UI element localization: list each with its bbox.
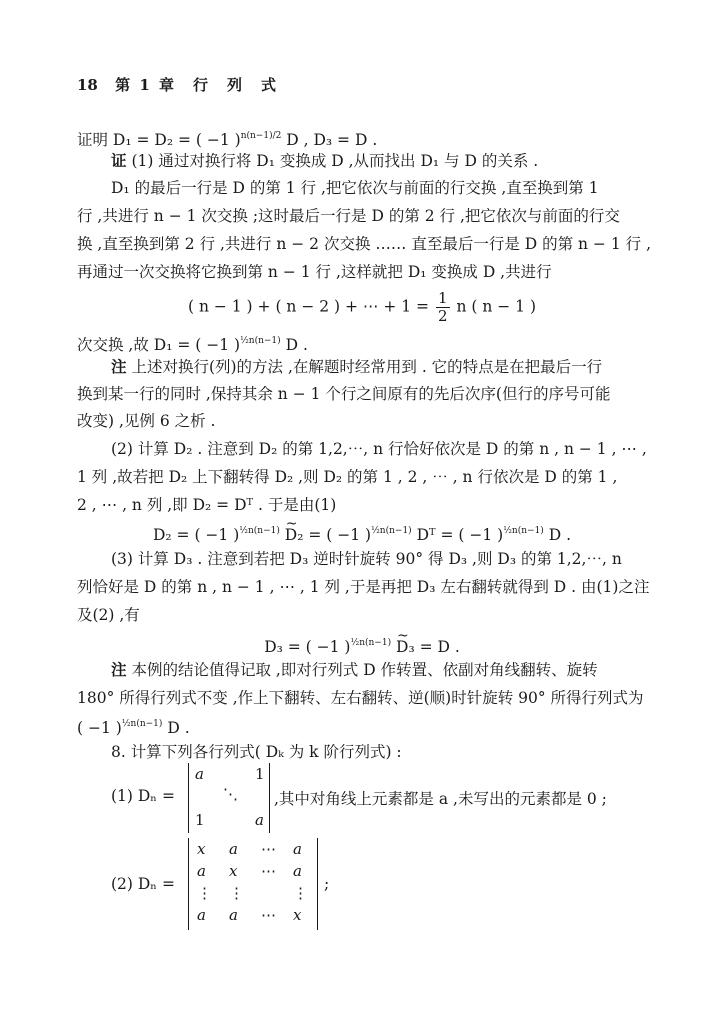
det2-cell: ⋯ xyxy=(261,906,276,924)
line-proof-4: 换 ,直至换到第 2 行 ,共进行 n − 2 次交换 …… 直至最后一行是 D 的第 n − 1 行 , xyxy=(77,235,651,253)
det2-cell: a xyxy=(229,840,238,858)
exercise-8-heading: 8. 计算下列各行列式( Dₖ 为 k 阶行列式) : xyxy=(111,743,402,761)
det2-cell: a xyxy=(229,906,238,924)
det2-cell: ⋯ xyxy=(261,862,276,880)
determinant-1: a 1 ⋱ 1 a xyxy=(188,763,270,833)
line-note2-3: ( −1 )$^{\frac{1}{2}n(n-1)}$ D . xyxy=(77,719,190,737)
problem-1-label: (1) Dₙ = xyxy=(111,787,175,805)
line-conclusion-1: 次交换 ,故 D₁ = ( −1 )$^{\frac{1}{2}n(n-1)}$ D . xyxy=(77,336,308,354)
det2-cell: a xyxy=(293,862,302,880)
line-proof-1: 证 (1) 通过对换行将 D₁ 变换成 D ,从而找出 D₁ 与 D 的关系 . xyxy=(111,151,539,170)
det2-cell: x xyxy=(293,906,302,924)
det2-cell: ⋯ xyxy=(261,840,276,858)
det2-cell: ⋮ xyxy=(197,884,212,902)
fraction-half: $\frac{1}{2}$ xyxy=(437,289,448,325)
note-label: 注 xyxy=(111,357,127,376)
line-part2-1: (2) 计算 D₂ . 注意到 D₂ 的第 1,2,⋯, n 行恰好依次是 D 的第 n , n − 1 , ⋯ , xyxy=(111,440,647,458)
line-part3-3: 及(2) ,有 xyxy=(77,606,140,624)
det2-cell: a xyxy=(197,906,206,924)
problem-2-label: (2) Dₙ = xyxy=(111,875,175,893)
det2-cell: ⋮ xyxy=(229,884,244,902)
line-part2-3: 2 , ⋯ , n 列 ,即 D₂ = Dᵀ . 于是由(1) xyxy=(77,496,337,514)
line-proof-5: 再通过一次交换将它换到第 n − 1 行 ,这样就把 D₁ 变换成 D ,共进行 xyxy=(77,263,552,281)
note2-label: 注 xyxy=(111,660,127,679)
line-note-3: 改变) ,见例 6 之析 . xyxy=(77,412,216,430)
proof-label: 证 xyxy=(111,151,127,170)
running-header xyxy=(77,74,278,95)
line-part3-2: 列恰好是 D 的第 n , n − 1 , ⋯ , 1 列 ,于是再把 D₃ 左右翻转就得到 D . 由(1)之注 xyxy=(77,578,650,596)
problem-2-text: ; xyxy=(324,875,330,893)
chapter-title: 第 1 章 行 列 式 xyxy=(115,76,278,94)
det2-cell: a xyxy=(293,840,302,858)
line-part2-2: 1 列 ,故若把 D₂ 上下翻转得 D₂ ,则 D₂ 的第 1 , 2 , ⋯ , n 行依次是 D 的第 1 , xyxy=(77,468,618,486)
line-note-2: 换到某一行的同时 ,保持其余 n − 1 个行之间原有的先后次序(但行的序号可能 xyxy=(77,385,611,403)
det2-cell: a xyxy=(197,862,206,880)
line-statement: 证明 D₁ = D₂ = ( −1 )$^{n(n-1)/2}$ D , D₃ = D . xyxy=(77,131,378,149)
problem-1-text: ,其中对角线上元素都是 a ,未写出的元素都是 0 ; xyxy=(274,790,607,808)
line-part3-1: (3) 计算 D₃ . 注意到若把 D₃ 逆时针旋转 90° 得 D₃ ,则 D₃ 的第 1,2,⋯, n xyxy=(111,550,622,568)
line-note2-1: 注 本例的结论值得记取 ,即对行列式 D 作转置、依副对角线翻转、旋转 xyxy=(111,660,598,679)
page-number: 18 xyxy=(77,76,98,94)
line-note-1: 注 上述对换行(列)的方法 ,在解题时经常用到 . 它的特点是在把最后一行 xyxy=(111,357,603,376)
line-proof-3: 行 ,共进行 n − 1 次交换 ;这时最后一行是 D 的第 2 行 ,把它依次与前面的行交 xyxy=(77,207,620,225)
det2-cell: ⋮ xyxy=(293,884,308,902)
determinant-2 xyxy=(188,838,318,930)
line-proof-2: D₁ 的最后一行是 D 的第 1 行 ,把它依次与前面的行交换 ,直至换到第 1 xyxy=(111,179,599,197)
equation-d2: D₂ = ( −1 )$^{\frac{1}{2}n(n-1)}$ ~ D₂ = ( −1 )$^{\frac{1}{2}n(n-1)}$ Dᵀ = ( −1 )$^{\frac{1}{2}n(n-1)}$ D . xyxy=(77,521,647,545)
equation-d3: D₃ = ( −1 )$^{\frac{1}{2}n(n-1)}$ ~ D₃ = D . xyxy=(77,633,647,657)
line-note2-2: 180° 所得行列式不变 ,作上下翻转、左右翻转、逆(顺)时针旋转 90° 所得行列式为 xyxy=(77,689,644,707)
det2-cell: x xyxy=(229,862,238,880)
equation-sum: ( n − 1 ) + ( n − 2 ) + ⋯ + 1 = $\frac{1}{2}$ n ( n − 1 ) xyxy=(187,289,537,325)
det2-cell: x xyxy=(197,840,206,858)
